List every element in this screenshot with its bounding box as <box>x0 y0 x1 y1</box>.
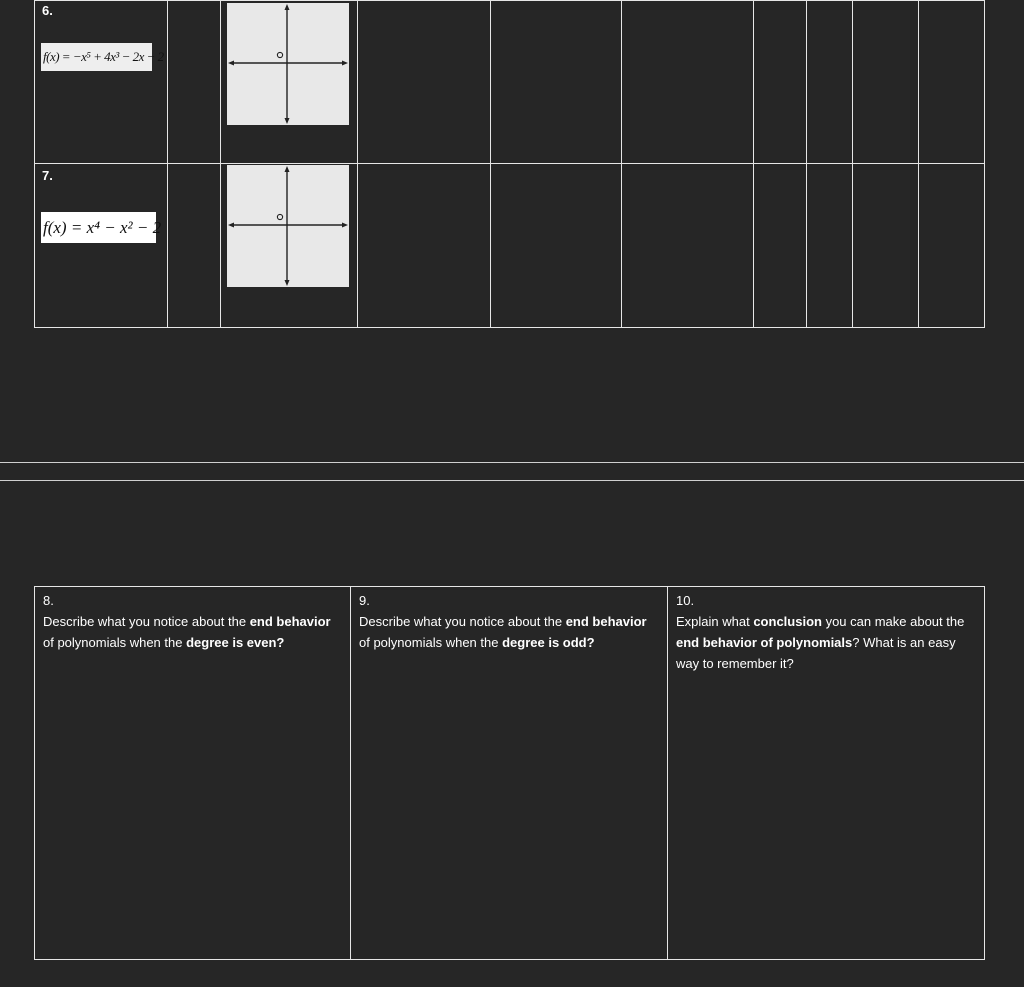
answer-cell[interactable] <box>168 164 221 328</box>
answer-cell[interactable] <box>919 164 985 328</box>
coordinate-axes-graph <box>227 165 349 287</box>
question-emphasis: degree is even? <box>186 635 285 650</box>
questions-table <box>34 586 985 960</box>
answer-cell[interactable] <box>358 1 491 164</box>
answer-cell[interactable] <box>853 164 919 328</box>
row-number: 6. <box>42 3 53 18</box>
answer-cell[interactable] <box>807 1 853 164</box>
row-number: 7. <box>42 168 53 183</box>
question-number: 10. <box>676 593 695 608</box>
question-emphasis: end behavior <box>249 614 331 629</box>
section-divider <box>0 462 1024 463</box>
question-cell-10[interactable] <box>668 587 985 960</box>
question-text <box>359 611 659 653</box>
table-row <box>35 1 985 164</box>
section-divider <box>0 480 1024 481</box>
question-emphasis: end behavior of polynomials <box>676 635 853 650</box>
answer-cell[interactable] <box>622 164 754 328</box>
function-cell <box>35 1 168 164</box>
question-run: Describe what you notice about the <box>359 614 566 629</box>
question-run: you can make about the <box>821 614 965 629</box>
function-formula: f(x) = −x⁵ + 4x³ − 2x − 2 <box>41 43 152 71</box>
question-run: of polynomials when the <box>359 635 503 650</box>
polynomial-table <box>34 0 985 328</box>
answer-cell[interactable] <box>754 164 807 328</box>
answer-cell[interactable] <box>491 164 622 328</box>
table-row <box>35 164 985 328</box>
answer-cell[interactable] <box>358 164 491 328</box>
question-cell-9[interactable] <box>351 587 668 960</box>
answer-cell[interactable] <box>919 1 985 164</box>
question-emphasis: conclusion <box>753 614 822 629</box>
question-text <box>43 611 342 653</box>
graph-cell <box>221 164 358 328</box>
coordinate-axes-graph <box>227 3 349 125</box>
question-run: ? What is an easy way to remember it? <box>676 635 956 671</box>
question-run: of polynomials when the <box>43 635 187 650</box>
function-formula: f(x) = x⁴ − x² − 2 <box>41 212 156 243</box>
graph-cell <box>221 1 358 164</box>
question-emphasis: degree is odd? <box>502 635 595 650</box>
question-run: Explain what <box>676 614 754 629</box>
question-emphasis: end behavior <box>565 614 647 629</box>
question-run: Describe what you notice about the <box>43 614 250 629</box>
answer-cell[interactable] <box>853 1 919 164</box>
function-cell <box>35 164 168 328</box>
answer-cell[interactable] <box>622 1 754 164</box>
answer-cell[interactable] <box>168 1 221 164</box>
answer-cell[interactable] <box>754 1 807 164</box>
answer-cell[interactable] <box>807 164 853 328</box>
question-number: 9. <box>359 593 370 608</box>
question-number: 8. <box>43 593 54 608</box>
answer-cell[interactable] <box>491 1 622 164</box>
question-text <box>676 611 976 674</box>
question-cell-8[interactable] <box>35 587 351 960</box>
